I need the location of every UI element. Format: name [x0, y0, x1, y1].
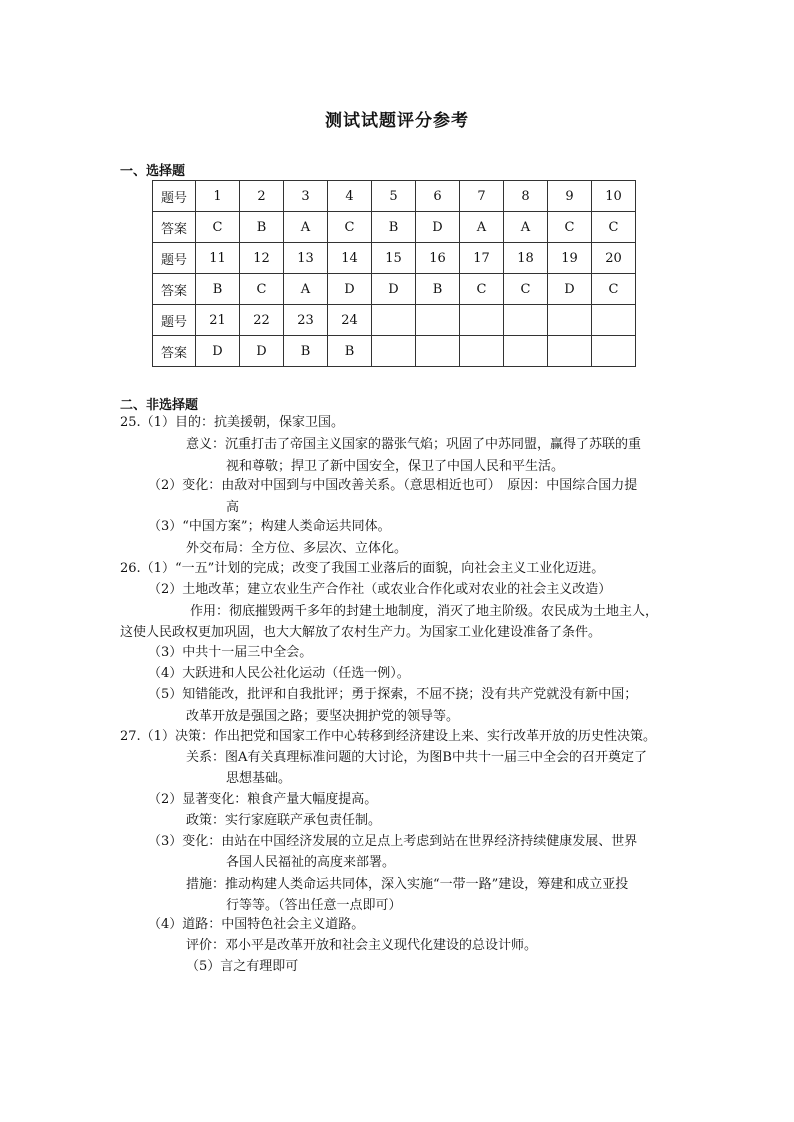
- answer-line: 这使人民政权更加巩固，也大大解放了农村生产力。为国家工业化建设准备了条件。: [120, 625, 602, 640]
- answer-line: 改革开放是强国之路；要坚决拥护党的领导等。: [186, 709, 460, 724]
- table-row: [153, 305, 636, 336]
- table-cell: C: [196, 212, 240, 243]
- answer-line: （2）显著变化：粮食产量大幅度提高。: [148, 792, 378, 807]
- table-cell: C: [592, 274, 636, 305]
- table-cell: 4: [328, 181, 372, 212]
- table-cell: [548, 336, 592, 367]
- answer-line: 25.（1）目的：抗美援朝，保家卫国。: [120, 415, 344, 430]
- table-cell: B: [284, 336, 328, 367]
- answer-line: 评价：邓小平是改革开放和社会主义现代化建设的总设计师。: [186, 938, 538, 953]
- table-cell: [548, 305, 592, 336]
- table-cell: 11: [196, 243, 240, 274]
- table-row: [153, 274, 636, 305]
- table-cell: B: [328, 336, 372, 367]
- answer-line: 关系：图A有关真理标准问题的大讨论，为图B中共十一届三中全会的召开奠定了: [186, 750, 647, 765]
- table-cell: 5: [372, 181, 416, 212]
- table-cell: [592, 336, 636, 367]
- table-cell: 16: [416, 243, 460, 274]
- table-cell: D: [548, 274, 592, 305]
- answer-line: 作用：彻底摧毁两千多年的封建土地制度，消灭了地主阶级。农民成为土地主人，: [190, 604, 659, 619]
- table-cell: C: [240, 274, 284, 305]
- table-cell: 21: [196, 305, 240, 336]
- table-cell: 7: [460, 181, 504, 212]
- table-cell: 24: [328, 305, 372, 336]
- answer-line: 思想基础。: [226, 771, 292, 786]
- table-cell: 9: [548, 181, 592, 212]
- answer-line: 视和尊敬；捍卫了新中国安全，保卫了中国人民和平生活。: [226, 459, 565, 474]
- answer-line: （5）知错能改，批评和自我批评；勇于探索，不屈不挠；没有共产党就没有新中国；: [148, 687, 638, 702]
- table-cell: A: [284, 274, 328, 305]
- answer-line: 措施：推动构建人类命运共同体，深入实施“一带一路”建设，筹建和成立亚投: [186, 877, 629, 892]
- table-row: [153, 181, 636, 212]
- table-cell: 22: [240, 305, 284, 336]
- table-cell: 6: [416, 181, 460, 212]
- table-cell: [504, 336, 548, 367]
- table-cell: 10: [592, 181, 636, 212]
- table-cell: B: [372, 212, 416, 243]
- answer-line: （3）中共十一届三中全会。: [148, 645, 313, 660]
- table-cell: A: [504, 212, 548, 243]
- table-cell: [372, 305, 416, 336]
- table-row: [153, 336, 636, 367]
- table-cell: [504, 305, 548, 336]
- row-label: 题号: [153, 181, 196, 212]
- table-cell: B: [196, 274, 240, 305]
- answer-table: [152, 180, 636, 367]
- table-cell: 20: [592, 243, 636, 274]
- table-cell: [416, 305, 460, 336]
- row-label: 答案: [153, 274, 196, 305]
- table-cell: 1: [196, 181, 240, 212]
- table-cell: 3: [284, 181, 328, 212]
- table-cell: [460, 305, 504, 336]
- table-cell: A: [460, 212, 504, 243]
- answer-line: （3）变化：由站在中国经济发展的立足点上考虑到站在世界经济持续健康发展、世界: [148, 834, 638, 849]
- table-row: [153, 243, 636, 274]
- table-cell: C: [592, 212, 636, 243]
- answer-line: 27.（1）决策：作出把党和国家工作中心转移到经济建设上来、实行改革开放的历史性决策。: [120, 729, 656, 744]
- section-heading-nonchoice: 二、非选择题: [120, 398, 199, 413]
- table-cell: D: [240, 336, 284, 367]
- table-cell: C: [328, 212, 372, 243]
- table-cell: A: [284, 212, 328, 243]
- table-cell: [592, 305, 636, 336]
- answer-line: 26.（1）“一五”计划的完成；改变了我国工业落后的面貌，向社会主义工业化迈进。: [120, 561, 605, 576]
- table-cell: C: [504, 274, 548, 305]
- row-label: 题号: [153, 243, 196, 274]
- table-cell: [460, 336, 504, 367]
- answer-line: （4）大跃进和人民公社化运动（任选一例）。: [148, 666, 410, 681]
- table-row: [153, 212, 636, 243]
- answer-line: （3）“中国方案”；构建人类命运共同体。: [148, 519, 391, 534]
- table-cell: [416, 336, 460, 367]
- section-heading-choice: 一、选择题: [120, 164, 186, 179]
- table-cell: 8: [504, 181, 548, 212]
- row-label: 答案: [153, 336, 196, 367]
- table-cell: 12: [240, 243, 284, 274]
- table-cell: 18: [504, 243, 548, 274]
- table-cell: 17: [460, 243, 504, 274]
- table-cell: [372, 336, 416, 367]
- table-cell: B: [416, 274, 460, 305]
- table-cell: 23: [284, 305, 328, 336]
- table-cell: 2: [240, 181, 284, 212]
- table-cell: D: [328, 274, 372, 305]
- page-title: 测试试题评分参考: [325, 111, 469, 131]
- row-label: 答案: [153, 212, 196, 243]
- answer-line: 政策：实行家庭联产承包责任制。: [186, 813, 382, 828]
- row-label: 题号: [153, 305, 196, 336]
- table-cell: B: [240, 212, 284, 243]
- table-cell: C: [548, 212, 592, 243]
- answer-line: 高: [226, 500, 240, 515]
- table-cell: 14: [328, 243, 372, 274]
- answer-line: 意义：沉重打击了帝国主义国家的嚣张气焰；巩固了中苏同盟，赢得了苏联的重: [186, 437, 642, 452]
- table-cell: C: [460, 274, 504, 305]
- answer-line: （4）道路：中国特色社会主义道路。: [148, 917, 365, 932]
- table-cell: D: [372, 274, 416, 305]
- answer-line: 行等等。（答出任意一点即可）: [226, 898, 402, 913]
- table-cell: D: [196, 336, 240, 367]
- table-cell: D: [416, 212, 460, 243]
- answer-line: 各国人民福祉的高度来部署。: [226, 855, 396, 870]
- table-cell: 13: [284, 243, 328, 274]
- answer-line: （5）言之有理即可: [186, 959, 299, 974]
- answer-line: 外交布局：全方位、多层次、立体化。: [186, 541, 408, 556]
- table-cell: 15: [372, 243, 416, 274]
- answer-line: （2）变化：由敌对中国到与中国改善关系。（意思相近也可） 原因：中国综合国力提: [148, 478, 638, 493]
- answer-line: （2）土地改革；建立农业生产合作社（或农业合作化或对农业的社会主义改造）: [148, 582, 612, 597]
- table-cell: 19: [548, 243, 592, 274]
